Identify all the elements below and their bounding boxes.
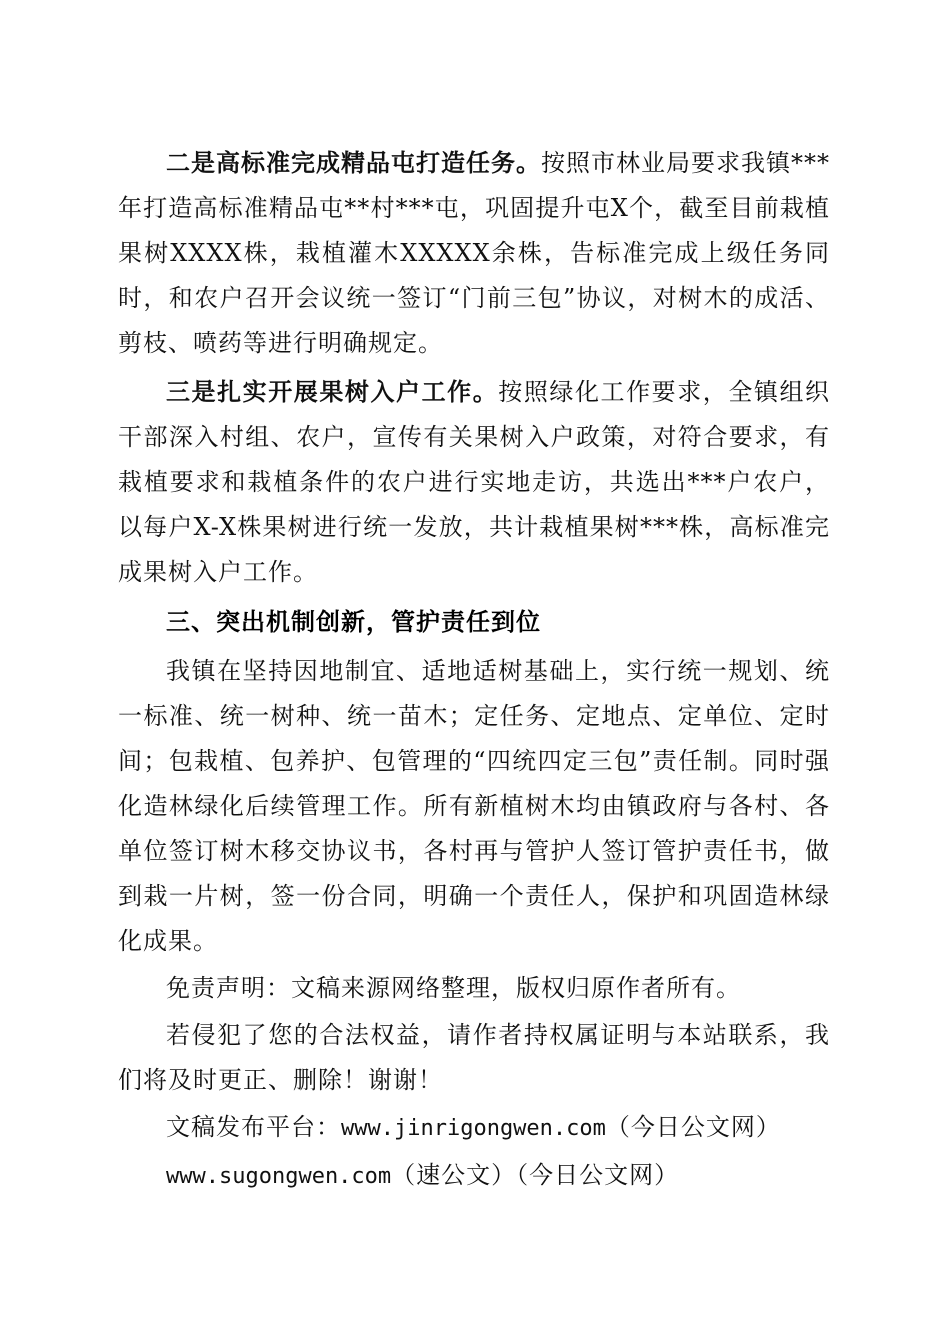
platform-name: （今日公文网）: [605, 1113, 781, 1141]
alt-url-link[interactable]: www.sugongwen.com: [166, 1164, 392, 1189]
paragraph-text: 按照市林业局要求我镇***年打造高标准精品屯**村***屯，巩固提升屯X个，截至目前栽植果树XXXX株，栽植灌木XXXXX余株，告标准完成上级任务同时，和农户召开会议统一签订“门前三包”协议，对树木的成活、剪枝、喷药等进行明确规定。: [118, 149, 830, 357]
paragraph-fruit-trees: [118, 369, 830, 595]
platform-label: 文稿发布平台：: [166, 1113, 341, 1141]
paragraph-lead: 三是扎实开展果树入户工作。: [166, 377, 499, 406]
paragraph-boutique-village: [118, 140, 830, 366]
platform-line: [118, 1105, 830, 1151]
document-body: [118, 140, 830, 1199]
disclaimer-text: 免责声明：文稿来源网络整理，版权归原作者所有。: [166, 974, 741, 1002]
infringement-notice: 若侵犯了您的合法权益，请作者持权属证明与本站联系，我们将及时更正、删除！谢谢！: [118, 1021, 830, 1094]
paragraph-text: 按照绿化工作要求，全镇组织干部深入村组、农户，宣传有关果树入户政策，对符合要求，有栽植要求和栽植条件的农户进行实地走访，共选出***户农户，以每户X-X株果树进行统一发放，共计栽植果树***株，高标准完成果树入户工作。: [118, 378, 831, 586]
alt-platform-name: （速公文）（今日公文网）: [391, 1161, 680, 1189]
section-heading: 三、突出机制创新，管护责任到位: [166, 608, 541, 636]
platform-url-link[interactable]: www.jinrigongwen.com: [341, 1116, 606, 1141]
paragraph-lead: 二是高标准完成精品屯打造任务。: [166, 148, 541, 177]
paragraph-mechanism: 我镇在坚持因地制宜、适地适树基础上，实行统一规划、统一标准、统一树种、统一苗木；定任务、定地点、定单位、定时间；包栽植、包养护、包管理的“四统四定三包”责任制。同时强化造林绿化后续管理工作。所有新植树木均由镇政府与各村、各单位签订树木移交协议书，各村再与管护人签订管护责任书，做到栽一片树，签一份合同，明确一个责任人，保护和巩固造林绿化成果。: [118, 657, 830, 955]
alt-platform-line: [118, 1153, 830, 1199]
